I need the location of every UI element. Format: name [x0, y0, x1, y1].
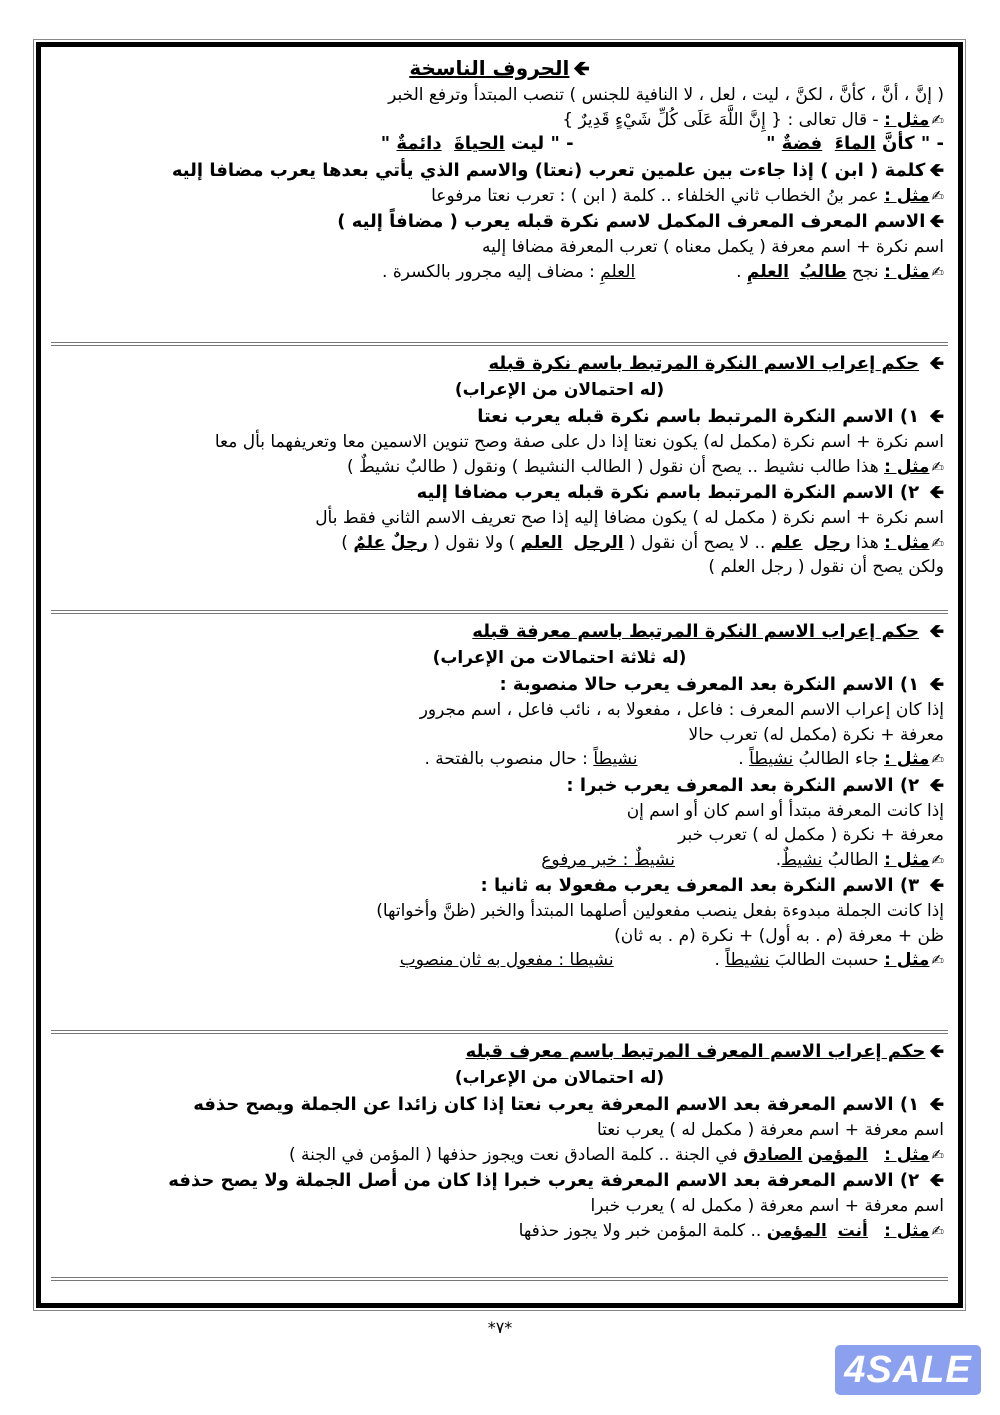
arrow-left-icon: 🡸: [929, 875, 944, 896]
example-line: ✍مثل : هذا رجل علم .. لا يصح أن نقول ( الرجل العلم ) ولا نقول ( رجلٌ علمٌ ): [55, 531, 944, 556]
arrow-left-icon: 🡸: [929, 674, 944, 695]
page-frame: [33, 39, 966, 1311]
example-line: ✍مثل : عمر بنُ الخطاب ثاني الخلفاء .. كلمة ( ابن ) : تعرب نعتا مرفوعا: [55, 184, 944, 209]
rule-heading: 🡸كلمة ( ابن ) إذا جاءت بين علمين تعرب (نعتا) والاسم الذي يأتي بعدها يعرب مضافا إليه: [55, 157, 944, 184]
example-line: ✍مثل : حسبت الطالبَ نشيطاً . نشيطا : مفعول به ثان منصوب: [55, 948, 944, 973]
bottom-divider: [51, 1277, 948, 1281]
intro-text: ( إنَّ ، أنَّ ، كأنَّ ، لكنَّ ، ليت ، لعل ، لا النافية للجنس ) تنصب المبتدأ وترفع الخبر: [388, 85, 944, 105]
arrow-left-icon: 🡸: [929, 353, 944, 374]
pen-icon: ✍: [931, 533, 944, 552]
item-heading: 🡸 ١) الاسم المعرفة بعد الاسم المعرفة يعرب نعتا إذا كان زائدا عن الجملة ويصح حذفه: [55, 1091, 944, 1118]
example-line: ✍مثل : هذا طالب نشيط .. يصح أن نقول ( الطالب النشيط ) ونقول ( طالبٌ نشيطٌ ): [55, 455, 944, 480]
item-heading: 🡸 ٣) الاسم النكرة بعد المعرف يعرب مفعولا به ثانيا :: [55, 872, 944, 899]
item-description: اسم نكرة + اسم نكرة (مكمل له) يكون نعتا إذا دل على صفة وصح تنوين الاسمين معا وتعريفهما بأل معا: [214, 432, 944, 452]
item-heading: 🡸 ٢) الاسم النكرة المرتبط باسم نكرة قبله يعرب مضافا إليه: [55, 479, 944, 506]
page-content: [51, 47, 948, 1245]
section-subtitle: (له احتمالان من الإعراب): [454, 380, 665, 400]
pen-icon: ✍: [931, 110, 944, 129]
item-heading: 🡸 ٢) الاسم المعرفة بعد الاسم المعرفة يعرب خبرا إذا كان من أصل الجملة ولا يصح حذفه: [55, 1167, 944, 1194]
item-description: اسم نكرة + اسم نكرة ( مكمل له ) يكون مضافا إليه إذا صح تعريف الاسم الثاني فقط بأل: [315, 508, 944, 528]
pen-icon: ✍: [931, 1221, 944, 1240]
example-line: ✍مثل : جاء الطالبُ نشيطاً . نشيطاً : حال منصوب بالفتحة .: [55, 747, 944, 772]
item-formula: معرفة + نكرة (مكمل له) تعرب حالا: [688, 724, 944, 745]
item-description: إذا كانت المعرفة مبتدأ أو اسم كان أو اسم إن: [626, 800, 944, 821]
example-line: ✍مثل : أنت المؤمن .. كلمة المؤمن خبر ولا يجوز حذفها: [55, 1219, 944, 1244]
arrow-left-icon: 🡸: [573, 56, 590, 80]
arrow-left-icon: 🡸: [929, 159, 944, 181]
example-line: ✍مثل : المؤمن الصادق في الجنة .. كلمة الصادق نعت ويجوز حذفها ( المؤمن في الجنة ): [55, 1143, 944, 1168]
example-line: ✍مثل : - قال تعالى : { إِنَّ اللَّهَ عَلَى كُلِّ شَيْءٍ قَدِيرٌ }: [55, 108, 944, 133]
item-heading: 🡸 ١) الاسم النكرة بعد المعرف يعرب حالا منصوبة :: [55, 671, 944, 698]
rule-heading: 🡸الاسم المعرف المعرف المكمل لاسم نكرة قبله يعرب ( مضافاً إليه ): [55, 208, 944, 235]
item-description: إذا كانت الجملة مبدوءة بفعل ينصب مفعولين أصلهما المبتدأ والخبر (ظنَّ وأخواتها): [376, 901, 944, 921]
pen-icon: ✍: [931, 186, 944, 205]
example-line: - " كأنَّ الماءَ فضةٌ " - " ليت الحياةَ دائمةٌ ": [380, 133, 944, 154]
example-line: ✍مثل : نجح طالبُ العلمِ . العلمِ : مضاف إليه مجرور بالكسرة .: [55, 260, 944, 285]
section-subtitle: (له ثلاثة احتمالات من الإعراب): [432, 648, 687, 668]
section-maarifa-after-maarifa: [51, 1034, 948, 1245]
pen-icon: ✍: [931, 262, 944, 281]
item-heading: 🡸 ٢) الاسم النكرة بعد المعرف يعرب خبرا :: [55, 772, 944, 799]
pen-icon: ✍: [931, 457, 944, 476]
page-border: [36, 42, 963, 1308]
item-formula: ظن + معرفة (م . به أول) + نكرة (م . به ثان): [614, 925, 944, 946]
pen-icon: ✍: [931, 750, 944, 768]
pen-icon: ✍: [931, 850, 944, 869]
page-number: *٧*: [487, 1318, 513, 1337]
section-subtitle: (له احتمالان من الإعراب): [454, 1068, 665, 1088]
arrow-left-icon: 🡸: [929, 1041, 944, 1062]
arrow-left-icon: 🡸: [929, 774, 944, 796]
arrow-left-icon: 🡸: [929, 211, 944, 232]
arrow-left-icon: 🡸: [929, 1170, 944, 1191]
pen-icon: ✍: [931, 951, 944, 969]
item-formula: معرفة + نكرة ( مكمل له ) تعرب خبر: [678, 825, 944, 845]
arrow-left-icon: 🡸: [929, 482, 944, 503]
section-title: 🡸 حكم إعراب الاسم النكرة المرتبط باسم معرفة قبله: [55, 618, 944, 645]
section-title: 🡸 حكم إعراب الاسم النكرة المرتبط باسم نكرة قبله: [55, 350, 944, 377]
arrow-left-icon: 🡸: [929, 1094, 944, 1115]
rule-description: اسم نكرة + اسم معرفة ( يكمل معناه ) تعرب المعرفة مضافا إليه: [482, 237, 944, 257]
item-heading: 🡸 ١) الاسم النكرة المرتبط باسم نكرة قبله يعرب نعتا: [55, 403, 944, 430]
watermark-logo: 4SALE: [835, 1345, 981, 1395]
section-nakira-after-maarifa: [51, 614, 948, 1034]
pen-icon: ✍: [931, 1145, 944, 1164]
item-description: إذا كان إعراب الاسم المعرف : فاعل ، مفعولا به ، نائب فاعل ، اسم مجرور: [419, 700, 944, 720]
example-note: ولكن يصح أن نقول ( رجل العلم ): [708, 557, 944, 577]
section-title: 🡸حكم إعراب الاسم المعرف المرتبط باسم معرف قبله: [55, 1038, 944, 1065]
arrow-left-icon: 🡸: [929, 621, 944, 642]
arrow-left-icon: 🡸: [929, 406, 944, 427]
section-title: 🡸الحروف الناسخة: [55, 53, 944, 83]
section-nakira-after-nakira: [51, 346, 948, 614]
section-nawasikh: [51, 47, 948, 346]
item-description: اسم معرفة + اسم معرفة ( مكمل له ) يعرب نعتا: [596, 1120, 944, 1140]
example-line: ✍مثل : الطالبُ نشيطٌ. نشيطٌ : خبر مرفوع: [55, 848, 944, 873]
item-description: اسم معرفة + اسم معرفة ( مكمل له ) يعرب خبرا: [590, 1196, 944, 1216]
